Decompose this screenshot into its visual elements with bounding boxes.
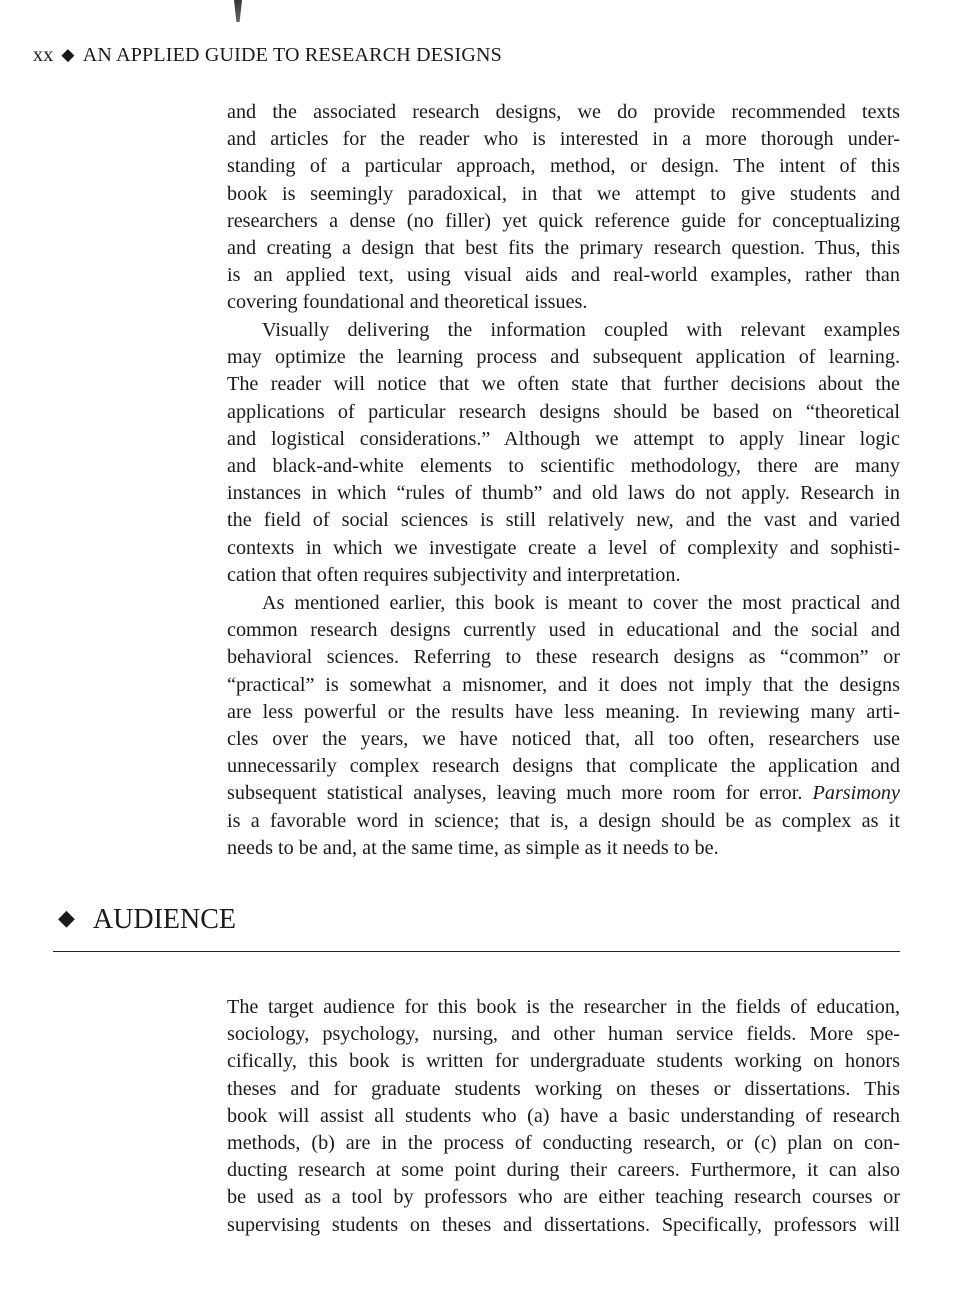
paragraph-practical-designs xyxy=(227,590,900,862)
text-line: may optimize the learning process and subsequent application of learning. xyxy=(227,346,900,369)
text-line: supervising students on theses and dissertations. Specifically, professors will xyxy=(227,1213,900,1236)
text-line: applications of particular research designs should be based on “theoretical xyxy=(227,400,900,423)
text-line: “practical” is somewhat a misnomer, and it does not imply that the designs xyxy=(227,673,900,696)
text-line: book is seemingly paradoxical, in that we attempt to give students and xyxy=(227,182,900,205)
text-line: The target audience for this book is the researcher in the fields of education, xyxy=(227,996,900,1018)
text-line: and black-and-white elements to scientific methodology, there are many xyxy=(227,454,900,477)
text-line: cles over the years, we have noticed that, all too often, researchers use xyxy=(227,727,900,750)
text-line: unnecessarily complex research designs that complicate the application and xyxy=(227,755,900,778)
text-line: and logistical considerations.” Although we attempt to apply linear logic xyxy=(227,427,900,450)
italic-term: Parsimony xyxy=(812,782,900,805)
text-line: is a favorable word in science; that is, a design should be as complex as it xyxy=(227,809,900,832)
text-line: Visually delivering the information coupled with relevant examples xyxy=(262,319,900,341)
text-line: contexts in which we investigate create a level of complexity and sophisti- xyxy=(227,536,900,559)
text-line: As mentioned earlier, this book is meant to cover the most practical and xyxy=(262,592,900,614)
section-divider xyxy=(53,951,900,952)
text-line: and the associated research designs, we do provide recommended texts xyxy=(227,101,900,123)
text-line: methods, (b) are in the process of conducting research, or (c) plan on con- xyxy=(227,1131,900,1154)
text-line: standing of a particular approach, method, or design. The intent of this xyxy=(227,155,900,178)
text-line: instances in which “rules of thumb” and old laws do not apply. Research in xyxy=(227,482,900,505)
text-line xyxy=(227,780,900,807)
page-number: xx xyxy=(33,44,54,66)
section-heading xyxy=(58,904,236,936)
diamond-icon: ◆ xyxy=(61,45,75,64)
text-line: and creating a design that best fits the primary research question. Thus, this xyxy=(227,236,900,259)
text-line: book will assist all students who (a) have a basic understanding of research xyxy=(227,1104,900,1127)
text-line: common research designs currently used in educational and the social and xyxy=(227,619,900,642)
text-span: subsequent statistical analyses, leaving much more room for error. xyxy=(227,782,803,805)
text-line: be used as a tool by professors who are either teaching research courses or xyxy=(227,1186,900,1209)
text-line: the field of social sciences is still relatively new, and the vast and varied xyxy=(227,509,900,532)
text-line: covering foundational and theoretical issues. xyxy=(227,291,588,314)
paragraph-audience xyxy=(227,994,900,1239)
book-title: AN APPLIED GUIDE TO RESEARCH DESIGNS xyxy=(82,44,502,66)
text-line: are less powerful or the results have less meaning. In reviewing many arti- xyxy=(227,700,900,723)
text-line: cifically, this book is written for undergraduate students working on honors xyxy=(227,1050,900,1073)
text-line: needs to be and, at the same time, as simple as it needs to be. xyxy=(227,836,719,859)
running-head xyxy=(33,44,502,67)
paragraph-continuation xyxy=(227,99,900,317)
section-title: AUDIENCE xyxy=(92,904,237,935)
text-line: behavioral sciences. Referring to these research designs as “common” or xyxy=(227,646,900,669)
text-line: researchers a dense (no filler) yet quick reference guide for conceptualizing xyxy=(227,209,900,232)
text-line: sociology, psychology, nursing, and other human service fields. More spe- xyxy=(227,1023,900,1046)
text-line: cation that often requires subjectivity and interpretation. xyxy=(227,563,681,586)
text-line: ducting research at some point during their careers. Furthermore, it can also xyxy=(227,1159,900,1182)
paragraph-visual-delivery xyxy=(227,317,900,589)
text-line: and articles for the reader who is interested in a more thorough under- xyxy=(227,128,900,151)
scan-artifact xyxy=(234,0,242,22)
text-line: The reader will notice that we often state that further decisions about the xyxy=(227,373,900,396)
text-line: is an applied text, using visual aids and real-world examples, rather than xyxy=(227,264,900,287)
text-line: theses and for graduate students working on theses or dissertations. This xyxy=(227,1077,900,1100)
diamond-icon: ◆ xyxy=(58,905,75,930)
